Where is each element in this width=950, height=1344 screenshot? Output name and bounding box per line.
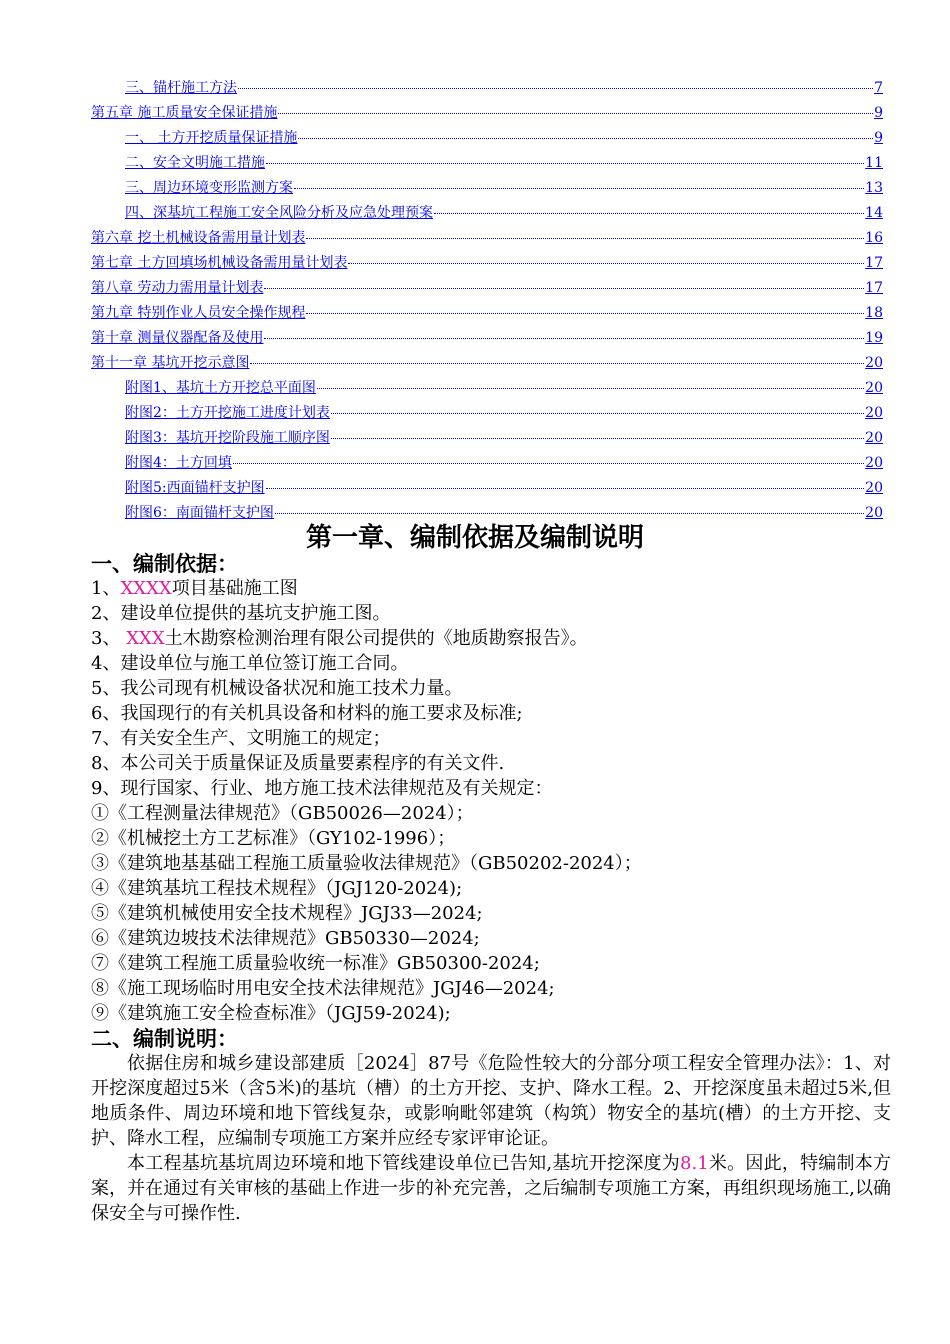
toc-entry-page-number[interactable]: 20 — [865, 505, 883, 521]
toc-dot-leader — [275, 513, 864, 514]
toc-entry-title[interactable]: 一、 土方开挖质量保证措施 — [125, 130, 298, 146]
standard-item: ⑧《施工现场临时用电安全技术法律规范》JGJ46—2024; — [91, 978, 555, 999]
project-name-placeholder: XXXX — [120, 578, 172, 599]
toc-entry-page-number[interactable]: 13 — [865, 180, 883, 196]
toc-entry[interactable] — [91, 101, 883, 126]
toc-entry[interactable] — [91, 151, 883, 176]
toc-entry[interactable] — [91, 426, 883, 451]
toc-dot-leader — [434, 213, 864, 214]
standard-item: ②《机械挖土方工艺标准》（GY102-1996）； — [91, 828, 456, 849]
basis-item-3 — [91, 626, 891, 651]
toc-entry-title[interactable]: 附图6：南面锚杆支护图 — [125, 505, 274, 521]
standard-item: ⑤《建筑机械使用安全技术规程》JGJ33—2024; — [91, 903, 483, 924]
toc-entry-title[interactable]: 第八章 劳动力需用量计划表 — [91, 280, 264, 296]
standard-item: ④《建筑基坑工程技术规程》（JGJ120-2024); — [91, 878, 463, 899]
toc-dot-leader — [264, 288, 864, 289]
toc-entry[interactable] — [91, 251, 883, 276]
toc-entry-page-number[interactable]: 20 — [865, 380, 883, 396]
toc-dot-leader — [238, 88, 873, 89]
paragraph-2-tail: 米。因此，特编制本方案，并在通过有关审核的基础上作进一步的补充完善，之后编制专项施工方案，再组织现场施工,以确保安全与可操作性. — [91, 1153, 892, 1224]
standard-item: ③《建筑地基基础工程施工质量验收法律规范》（GB50202-2024）； — [91, 853, 642, 874]
toc-entry-page-number[interactable]: 20 — [865, 430, 883, 446]
toc-entry-page-number[interactable]: 11 — [865, 155, 883, 171]
toc-entry-page-number[interactable]: 20 — [865, 455, 883, 471]
basis-item-1-text: 项目基础施工图 — [171, 578, 298, 599]
toc-entry-page-number[interactable]: 9 — [874, 105, 883, 121]
toc-entry-title[interactable]: 第九章 特别作业人员安全操作规程 — [91, 305, 306, 321]
toc-entry[interactable] — [91, 326, 883, 351]
toc-entry-title[interactable]: 二、安全文明施工措施 — [125, 155, 265, 171]
toc-dot-leader — [294, 188, 864, 189]
company-name-placeholder: XXX — [126, 628, 165, 649]
toc-dot-leader — [331, 413, 864, 414]
toc-dot-leader — [306, 313, 864, 314]
basis-item-8: 8、本公司关于质量保证及质量要素程序的有关文件. — [91, 753, 505, 774]
toc-entry-page-number[interactable]: 18 — [865, 305, 883, 321]
standard-item: ①《工程测量法律规范》（GB50026—2024）； — [91, 803, 474, 824]
toc-entry-title[interactable]: 四、深基坑工程施工安全风险分析及应急处理预案 — [125, 205, 433, 221]
basis-item-1 — [91, 576, 891, 601]
basis-item-7: 7、有关安全生产、文明施工的规定； — [91, 728, 391, 749]
toc-entry-page-number[interactable]: 20 — [865, 405, 883, 421]
toc-dot-leader — [233, 463, 864, 464]
toc-dot-leader — [298, 138, 873, 139]
toc-entry-title[interactable]: 第五章 施工质量安全保证措施 — [91, 105, 278, 121]
toc-entry-title[interactable]: 附图5:西面锚杆支护图 — [125, 480, 265, 496]
toc-entry-title[interactable]: 附图1、基坑土方开挖总平面图 — [125, 380, 316, 396]
basis-item-5: 5、我公司现有机械设备状况和施工技术力量。 — [91, 678, 463, 699]
section-heading-basis: 一、编制依据： — [91, 551, 238, 576]
toc-entry-title[interactable]: 第七章 土方回填场机械设备需用量计划表 — [91, 255, 348, 271]
toc-entry[interactable] — [91, 376, 883, 401]
toc-entry[interactable] — [91, 301, 883, 326]
chapter-content — [91, 551, 891, 1226]
paragraph-2-lead: 本工程基坑基坑周边环境和地下管线建设单位已告知,基坑开挖深度为 — [127, 1153, 681, 1174]
toc-entry-page-number[interactable]: 17 — [865, 280, 883, 296]
toc-entry[interactable] — [91, 451, 883, 476]
basis-item-9: 9、现行国家、行业、地方施工技术法律规范及有关规定： — [91, 778, 553, 799]
toc-entry-page-number[interactable]: 7 — [874, 80, 883, 96]
toc-dot-leader — [264, 338, 864, 339]
toc-entry[interactable] — [91, 476, 883, 501]
toc-dot-leader — [266, 488, 865, 489]
basis-item-1-prefix: 1、 — [91, 578, 121, 599]
table-of-contents — [91, 76, 883, 526]
toc-entry-page-number[interactable]: 16 — [865, 230, 883, 246]
toc-entry-page-number[interactable]: 20 — [865, 355, 883, 371]
toc-dot-leader — [348, 263, 864, 264]
toc-dot-leader — [278, 113, 873, 114]
basis-item-3-prefix: 3、 — [91, 628, 127, 649]
toc-dot-leader — [306, 238, 864, 239]
toc-entry-page-number[interactable]: 20 — [865, 480, 883, 496]
toc-entry[interactable] — [91, 276, 883, 301]
standard-item: ⑨《建筑施工安全检查标准》（JGJ59-2024); — [91, 1003, 451, 1024]
basis-item-3-text: 土木勘察检测治理有限公司提供的《地质勘察报告》。 — [164, 628, 588, 649]
toc-entry[interactable] — [91, 226, 883, 251]
toc-entry-title[interactable]: 附图2：土方开挖施工进度计划表 — [125, 405, 330, 421]
toc-entry[interactable] — [91, 201, 883, 226]
toc-dot-leader — [331, 438, 864, 439]
toc-entry-title[interactable]: 第六章 挖土机械设备需用量计划表 — [91, 230, 306, 246]
toc-entry-page-number[interactable]: 17 — [865, 255, 883, 271]
chapter-title: 第一章、编制依据及编制说明 — [305, 523, 644, 553]
toc-entry-title[interactable]: 三、周边环境变形监测方案 — [125, 180, 293, 196]
toc-entry-page-number[interactable]: 14 — [865, 205, 883, 221]
toc-entry-title[interactable]: 附图4：土方回填 — [125, 455, 232, 471]
basis-item-2: 2、建设单位提供的基坑支护施工图。 — [91, 603, 391, 624]
toc-entry-title[interactable]: 三、锚杆施工方法 — [125, 80, 237, 96]
toc-entry[interactable] — [91, 176, 883, 201]
toc-entry[interactable] — [91, 351, 883, 376]
toc-entry-title[interactable]: 第十章 测量仪器配备及使用 — [91, 330, 264, 346]
toc-entry[interactable] — [91, 76, 883, 101]
basis-item-4: 4、建设单位与施工单位签订施工合同。 — [91, 653, 409, 674]
toc-entry-page-number[interactable]: 9 — [874, 130, 883, 146]
toc-entry-title[interactable]: 附图3：基坑开挖阶段施工顺序图 — [125, 430, 330, 446]
toc-entry-title[interactable]: 第十一章 基坑开挖示意图 — [91, 355, 250, 371]
toc-entry[interactable] — [91, 401, 883, 426]
basis-item-6: 6、我国现行的有关机具设备和材料的施工要求及标准; — [91, 703, 523, 724]
toc-entry[interactable] — [91, 126, 883, 151]
standard-item: ⑦《建筑工程施工质量验收统一标准》GB50300-2024; — [91, 953, 540, 974]
toc-dot-leader — [266, 163, 864, 164]
excavation-depth-value: 8.1 — [680, 1153, 709, 1174]
explanation-paragraph-1: 依据住房和城乡建设部建质［2024］87号《危险性较大的分部分项工程安全管理办法》：1、对开挖深度超过5米（含5米)的基坑（槽）的土方开挖、支护、降水工程。2、开挖深度虽未超过5米,但地质条件、周边环境和地下管线复杂，或影响毗邻建筑（构筑）物安全的基坑(槽）的土方开挖、支护、降水工程，应编制专项施工方案并应经专家评审论证。 — [91, 1053, 891, 1149]
section-heading-explanation: 二、编制说明： — [91, 1026, 238, 1051]
standard-item: ⑥《建筑边坡技术法律规范》GB50330—2024; — [91, 928, 480, 949]
explanation-paragraph-2 — [91, 1151, 891, 1226]
toc-entry-page-number[interactable]: 19 — [865, 330, 883, 346]
toc-dot-leader — [317, 388, 864, 389]
toc-dot-leader — [250, 363, 864, 364]
